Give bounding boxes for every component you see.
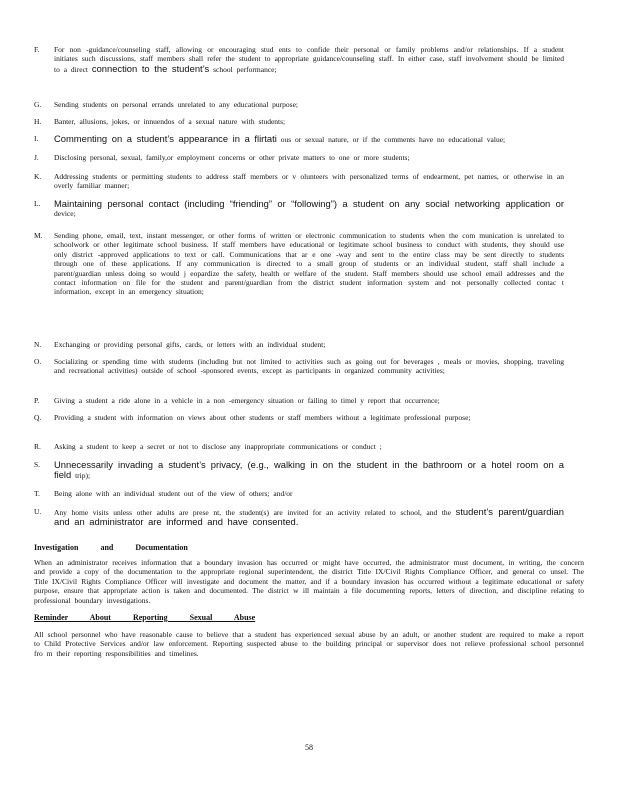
item-letter: J. bbox=[34, 153, 39, 162]
item-letter: F. bbox=[34, 45, 40, 54]
reminder-heading: Reminder About Reporting Sexual Abuse bbox=[34, 613, 256, 622]
list-item-o bbox=[34, 357, 564, 387]
item-text: Being alone with an individual student out of the view of others; and/or bbox=[54, 489, 293, 498]
list-item-n bbox=[34, 340, 564, 350]
list-item-r bbox=[34, 442, 564, 452]
list-item-p bbox=[34, 396, 564, 406]
list-item-s bbox=[34, 460, 564, 482]
item-text: Exchanging or providing personal gifts, cards, or letters with an individual student; bbox=[54, 340, 326, 349]
item-letter: R. bbox=[34, 442, 41, 451]
item-letter: T. bbox=[34, 489, 40, 498]
investigation-paragraph: When an administrator receives information that a boundary invasion has occurred or might have occurred, the administrator must document, in writing, the concern and provide a copy of the documentation to the appropriate regional superintendent, the district Title IX/Civil Rights Compliance Officer, and general co unsel. The Title IX/Civil Rights Compliance Officer will investigate and document the matter, and if a boundary invasion has occurred without a legitimate educational or safety purpose, ensure that appropriate action is taken and documented. The district w ill maintain a file documenting reports, letters of direction, and discipline relating to professional boundary investigations. bbox=[34, 558, 584, 605]
item-text: Providing a student with information on views about other students or staff members without a legitimate professional purpose; bbox=[54, 413, 471, 422]
item-text: Sending students on personal errands unrelated to any educational purpose; bbox=[54, 100, 298, 109]
list-item-h bbox=[34, 117, 564, 127]
list-item-m bbox=[34, 231, 564, 331]
list-item-f bbox=[34, 45, 564, 95]
list-item-k bbox=[34, 172, 564, 192]
list-item-u bbox=[34, 507, 564, 529]
item-letter: O. bbox=[34, 357, 42, 366]
item-letter: S. bbox=[34, 460, 41, 469]
investigation-heading: Investigation and Documentation bbox=[34, 543, 188, 552]
list-item-q bbox=[34, 413, 564, 433]
item-text: For non -guidance/counseling staff, allowing or encouraging stud ents to confide their personal or family problems and/or relationships. If a student initiates such discussions, staff members shall refer the student to appropriate guidance/counseling staff. In either case, staff involvement should be limited to a direct connection to the student’s school performance; bbox=[54, 45, 564, 74]
item-letter: I. bbox=[34, 134, 39, 143]
item-text: Socializing or spending time with students (including but not limited to activities such as going out for beverages , meals or movies, shopping, traveling and recreational activities) outside of school -sponsored events, except as participants in organized community activities; bbox=[54, 357, 564, 376]
item-letter: L. bbox=[34, 199, 41, 208]
item-text: Sending phone, email, text, instant messenger, or other forms of written or electronic communication to students when the com munication is unrelated to schoolwork or other legitimate school business. If staff members have educational or legitimate school business to conduct with students, they should use only district -approved applications to text or call. Communications that ar e one -way and sent to the entire class may be sent directly to students through one of these applications. If any communication is directed to a small group of students or an individual student, staff shall include a parent/guardian unless doing so would j eopardize the safety, health or welfare of the student. Staff members should use school email addresses and the contact information on file for the student and parent/guardian from the district student information system and not personally collected contac t information, except in an emergency situation; bbox=[54, 231, 564, 297]
item-text: Any home visits unless other adults are prese nt, the student(s) are invited for an activity related to school, and the student’s parent/guardian and an administrator are informed and have consented. bbox=[54, 506, 564, 528]
item-text: Addressing students or permitting students to address staff members or v olunteers with personalized terms of endearment, pet names, or otherwise in an overly familiar manner; bbox=[54, 172, 564, 191]
item-letter: G. bbox=[34, 100, 42, 109]
item-letter: P. bbox=[34, 396, 40, 405]
item-letter: U. bbox=[34, 507, 42, 516]
reminder-paragraph: All school personnel who have reasonable cause to believe that a student has experienced sexual abuse by an adult, or another student are required to make a report to Child Protective Services and/or law enforcement. Reporting suspected abuse to the building principal or supervisor does not relieve professional school personnel fro m their reporting responsibilities and timelines. bbox=[34, 630, 584, 658]
item-letter: M. bbox=[34, 231, 43, 240]
list-item-l bbox=[34, 199, 564, 221]
item-text: Asking a student to keep a secret or not to disclose any inappropriate communications or conduct ; bbox=[54, 442, 382, 451]
item-letter: H. bbox=[34, 117, 42, 126]
item-text: Unnecessarily invading a student’s privacy, (e.g., walking in on the student in the bathroom or a hotel room on a field trip); bbox=[54, 459, 564, 481]
item-text: Maintaining personal contact (including “friending” or “following”) a student on any social networking application or device; bbox=[54, 198, 564, 219]
item-letter: K. bbox=[34, 172, 42, 181]
item-text: Commenting on a student’s appearance in a flirtati ous or sexual nature, or if the comments have no educational value; bbox=[54, 133, 506, 144]
item-letter: Q. bbox=[34, 413, 42, 422]
list-item-j bbox=[34, 153, 564, 163]
list-item-t bbox=[34, 489, 564, 499]
list-item-g bbox=[34, 100, 564, 110]
page-number: 58 bbox=[305, 743, 313, 752]
item-text: Giving a student a ride alone in a vehicle in a non -emergency situation or failing to timel y report that occurrence; bbox=[54, 396, 440, 405]
list-item-i bbox=[34, 134, 564, 146]
item-letter: N. bbox=[34, 340, 42, 349]
item-text: Banter, allusions, jokes, or innuendos of a sexual nature with students; bbox=[54, 117, 286, 126]
item-text: Disclosing personal, sexual, family,or employment concerns or other private matters to one or more students; bbox=[54, 153, 410, 162]
